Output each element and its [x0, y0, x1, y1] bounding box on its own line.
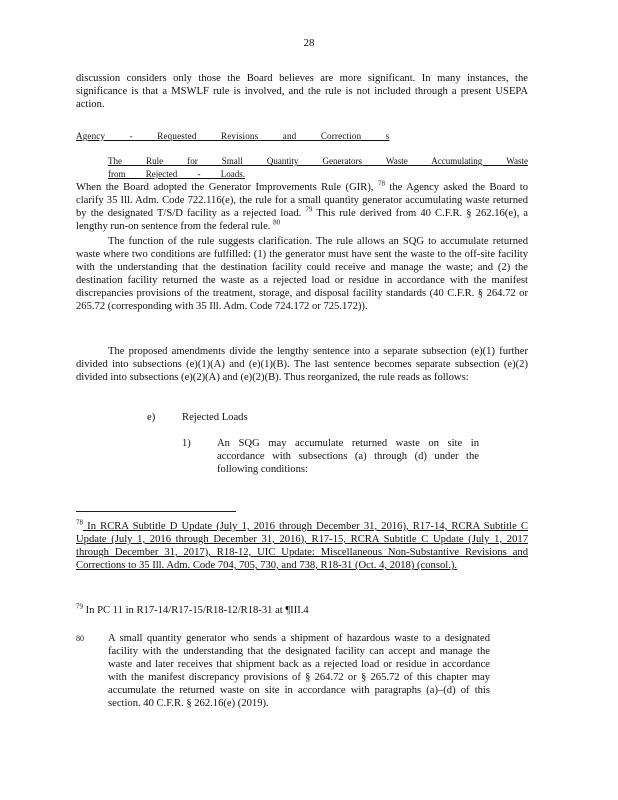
- paragraph-intro: discussion considers only those the Board believes are more significant. In many instances, the significance is that a MSWLF rule is involved, and the rule is not included through a present USEPA action.: [76, 73, 528, 110]
- footnote-78-number: 78: [76, 518, 83, 527]
- footnote-79-number: 79: [76, 602, 83, 611]
- footnote-ref-78[interactable]: 78: [377, 179, 385, 188]
- rule-body-start: When the Board adopted the Generator Improvements Rule (GIR),: [76, 182, 374, 193]
- footnote-ref-79[interactable]: 79: [305, 205, 313, 214]
- footnote-ref-80[interactable]: 80: [273, 218, 281, 227]
- page-number: 28: [303, 37, 315, 49]
- subsection-e-label: e): [147, 412, 156, 423]
- rule-body-middle: the Agency asked the Board to clarify 35 Ill. Adm. Code 722.116(e), the rule for a small quantity generator accumulating waste returned by the designated T/S/D facility as a rejected load.: [76, 182, 528, 219]
- rule-heading: The Rule for Small Quantity Generators Waste Accumulating Waste from Rejected - Loads.: [108, 156, 528, 179]
- paragraph-amendments: The proposed amendments divide the lengthy sentence into a separate subsection (e)(1) further divided into subsections (e)(1)(A) and (e)(1)(B). The last sentence becomes separate subsection (e)(2) divided into subsections (e)(2)(A) and (e)(2)(B). Thus reorganized, the rule reads as follows:: [76, 346, 528, 383]
- rule-body-end: This rule derived from 40 C.F.R. § 262.16(e), a lengthy run-on sentence from the federal rule.: [76, 208, 529, 232]
- footnote-80-text: A small quantity generator who sends a shipment of hazardous waste to a designated facility with the understanding that the designated facility can accept and manage the waste and later receives that shipment back as a rejected load or residue in accordance with the manifest discrepancy provisions of § 264.72 or § 265.72 of this chapter may accumulate the returned waste on site in accordance with paragraphs (a)–(d) of this section. 40 C.F.R. § 262.16(e) (2019).: [108, 633, 490, 709]
- footnote-78-text: In RCRA Subtitle D Update (July 1, 2016 through December 31, 2016), R17-14, RCRA Subtitle C Update (July 1, 2016 through December 31, 2016), R17-15, RCRA Subtitle C Update (July 1, 2017 through December 31, 2017), R18-12, UIC Update: Miscellaneous Non-Substantive Revisions and Corrections to 35 Ill. Adm. Code 704, 705, 730, and 738, R18-31 (Oct. 4, 2018) (consol.).: [76, 521, 528, 571]
- footnote-78: [76, 520, 528, 572]
- paragraph-rule: [76, 155, 528, 233]
- subsection-1-label: 1): [182, 438, 191, 449]
- paragraph-function: The function of the rule suggests clarification. The rule allows an SQG to accumulate returned waste where two conditions are fulfilled: (1) the generator must have sent the waste to the off-site facility with the understanding that the destination facility could receive and manage the waste; and (2) the destination facility returned the waste as a rejected load or residue in accordance with the manifest discrepancies provisions of the treatment, storage, and disposal facility standards (40 C.F.R. § 264.72 or 265.72 (corresponding with 35 Ill. Adm. Code 724.172 or 725.172)).: [76, 236, 528, 312]
- footnote-divider: [76, 511, 236, 512]
- footnote-79: [76, 604, 528, 617]
- footnote-80-number: 80: [76, 634, 84, 643]
- subsection-e-title: Rejected Loads: [182, 412, 248, 423]
- subsection-1-text: An SQG may accumulate returned waste on site in accordance with subsections (a) through (d) under the following conditions:: [217, 438, 479, 475]
- section-heading-agency: Agency - Requested Revisions and Correction s: [76, 131, 390, 141]
- footnote-79-text: In PC 11 in R17-14/R17-15/R18-12/R18-31 at ¶III.4: [83, 605, 309, 616]
